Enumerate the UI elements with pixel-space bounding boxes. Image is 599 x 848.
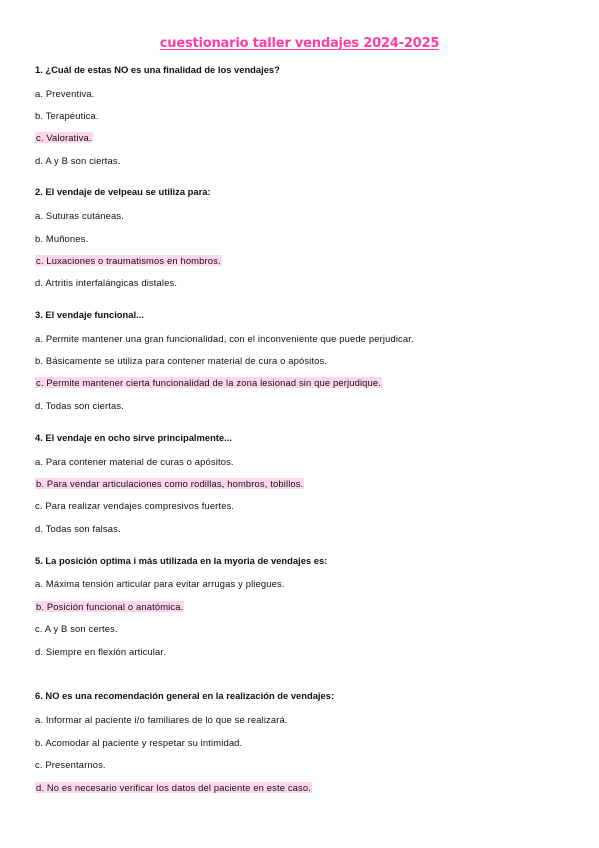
question-4-option-d: d. Todas son falsas. [35,523,121,534]
question-6-option-d-answer: d. No es necesario verificar los datos del paciente en este caso. [36,782,312,793]
question-6-option-b: b. Acomodar al paciente y respetar su intimidad. [35,737,243,748]
question-1: 1. ¿Cuál de estas NO es una finalidad de los vendajes? [35,64,280,75]
question-6-option-c: c. Presentarnos. [35,759,106,770]
question-2-option-c-answer: c. Luxaciones o traumatismos en hombros. [36,255,221,266]
question-2-option-d: d. Artritis interfalángicas distales. [35,277,178,288]
question-4-option-a: a. Para contener material de curas o apósitos. [35,456,234,467]
question-4-option-c: c. Para realizar vendajes compresivos fuertes. [35,500,235,511]
question-5-option-b-answer: b. Posición funcional o anatómica. [36,601,184,612]
question-5-option-d: d. Siempre en flexión articular. [35,646,166,657]
question-6-option-a: a. Informar al paciente i/o familiares de lo que se realizará. [35,714,288,725]
question-1-option-c-answer: c. Valorativa. [36,132,92,143]
question-3-option-a: a. Permite mantener una gran funcionalidad, con el inconveniente que puede perjudicar. [35,333,414,344]
question-3-option-b: b. Básicamente se utiliza para contener material de cura o apósitos. [35,355,328,366]
question-2-option-b: b. Muñones. [35,233,89,244]
question-1-option-b: b. Terapéutica. [35,110,99,121]
question-2: 2. El vendaje de velpeau se utiliza para: [35,186,211,197]
question-4: 4. El vendaje en ocho sirve principalmente... [35,432,232,443]
question-2-option-a: a. Suturas cutáneas. [35,210,124,221]
page-title: cuestionario taller vendajes 2024-2025 [159,36,440,51]
question-1-option-d: d. A y B son ciertas. [35,155,121,166]
question-5-option-a: a. Máxima tensión articular para evitar arrugas y pliegues. [35,578,285,589]
question-1-option-a: a. Preventiva. [35,88,95,99]
question-6: 6. NO es una recomendación general en la realización de vendajes: [35,690,335,701]
question-5-option-c: c. A y B son certes. [35,623,118,634]
question-3-option-d: d. Todas son ciertas. [35,400,124,411]
question-3-option-c-answer: c. Permite mantener cierta funcionalidad de la zona lesionad sin que perjudique. [36,377,382,388]
question-3: 3. El vendaje funcional... [35,309,144,320]
question-4-option-b-answer: b. Para vendar articulaciones como rodillas, hombros, tobillos. [36,478,304,489]
question-5: 5. La posición optima i más utilizada en la myoria de vendajes es: [35,555,328,566]
